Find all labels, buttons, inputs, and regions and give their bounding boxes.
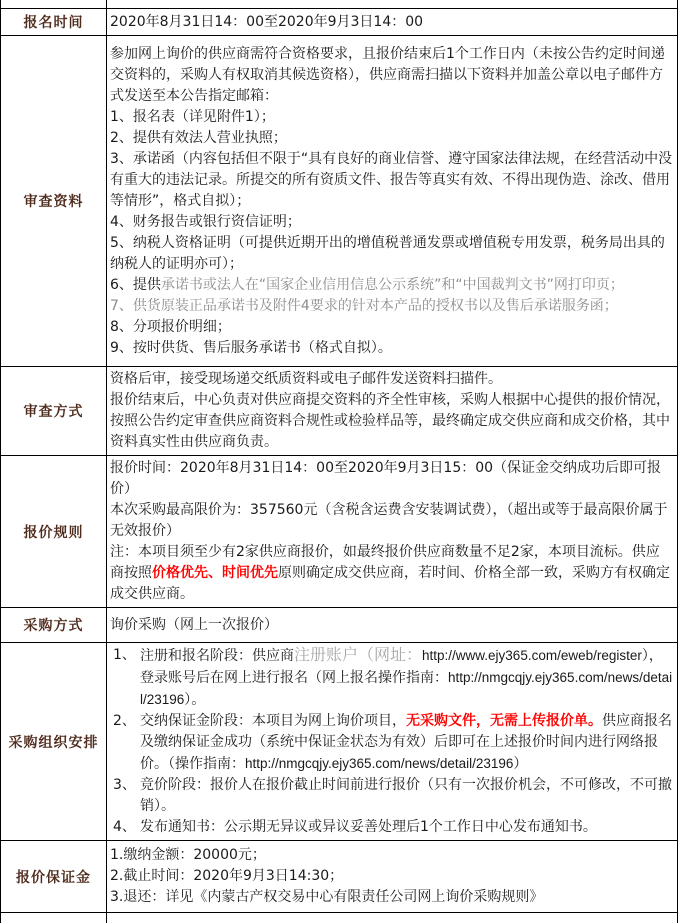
org-item-2 <box>110 711 673 775</box>
org-item-2-text-b: 供应商报名及缴纳保证金成功（系统中保证金状态为有效）后即可在上述报价时间内进行网络报价。（操作指南： <box>140 713 672 772</box>
quote-rules-content <box>107 456 678 608</box>
org-item-3 <box>110 775 673 817</box>
org-item-2-number: 2、 <box>113 711 136 732</box>
price-time-priority-highlight: 价格优先、时间优先 <box>152 565 278 581</box>
signup-guide-url-text: http://nmgcqjy.ejy365.com/news/detail/23196 <box>140 670 672 707</box>
purchase-method-value: 询价采购（网上一次报价） <box>107 608 678 643</box>
row-signup-time <box>1 9 678 36</box>
review-method-para-1: 资格后审，接受现场递交纸质资料或电子邮件发送资料扫描件。 <box>110 369 673 390</box>
org-item-3-text: 竞价阶段：报价人在报价截止时间前进行报价（只有一次报价机会，不可修改，不可撤销）。 <box>140 777 672 814</box>
review-materials-item-1: 1、报名表（详见附件1）； <box>110 107 673 128</box>
org-item-1-text-c: ）。 <box>184 692 205 708</box>
review-materials-item-6 <box>110 275 673 296</box>
register-account-gray-text: 注册账户（网址： <box>294 647 422 664</box>
org-item-3-number: 3、 <box>113 775 136 796</box>
quote-deposit-line-1: 1.缴纳金额：20000元； <box>110 845 673 866</box>
org-item-4 <box>110 817 673 838</box>
partial-row-bottom-content-cell <box>107 913 678 923</box>
row-review-method <box>1 367 678 456</box>
review-method-label: 审查方式 <box>1 367 107 456</box>
quote-deposit-content <box>107 841 678 913</box>
partial-row-top <box>1 0 678 9</box>
org-item-2-text-a: 交纳保证金阶段：本项目为网上询价项目， <box>140 713 406 729</box>
review-materials-intro: 参加网上询价的供应商需符合资格要求，且报价结束后1个工作日内（未按公告约定时间递交资料的，采购人有权取消其候选资格），供应商需扫描以下资料并加盖公章以电子邮件方式发送至本公告指定邮箱： <box>110 44 673 107</box>
quote-rules-label: 报价规则 <box>1 456 107 608</box>
operation-guide-url-text: http://nmgcqjy.ejy365.com/news/detail/23196 <box>245 756 513 771</box>
partial-row-bottom-label-cell <box>1 913 107 923</box>
purchase-method-label: 采购方式 <box>1 608 107 643</box>
review-materials-item-2: 2、提供有效法人营业执照； <box>110 128 673 149</box>
register-url-text: http://www.ejy365.com/eweb/register <box>422 648 642 663</box>
note-tail: 原则确定成交供应商，若时间、价格全部一致，采购方有权确定成交供应商。 <box>110 565 670 602</box>
quote-deposit-line-3: 3.退还：详见《内蒙古产权交易中心有限责任公司网上询价采购规则》 <box>110 887 673 908</box>
review-materials-item-3: 3、承诺函（内容包括但不限于“具有良好的商业信誉、遵守国家法律法规，在经营活动中没有重大的违法记录。所提交的所有资质文件、报告等真实有效、不得出现伪造、涂改、借用等情形”，格式自拟）； <box>110 149 673 212</box>
partial-row-top-content-cell <box>107 0 678 9</box>
review-materials-label: 审查资料 <box>1 36 107 367</box>
org-arrangement-label: 采购组织安排 <box>1 643 107 841</box>
review-method-para-2: 报价结束后，中心负责对供应商提交资料的齐全性审核，采购人根据中心提供的报价情况，按照公告约定审查供应商资料合规性或检验样品等，最终确定成交供应商和成交价格，其中资料真实性由供应商负责。 <box>110 390 673 453</box>
item-6-gray-text: 承诺书或法人在“国家企业信用信息公示系统”和“中国裁判文书”网打印页； <box>161 277 624 293</box>
review-method-content <box>107 367 678 456</box>
org-item-1-text-b: ），登录账号后在网上进行报名（网上报名操作指南： <box>140 648 663 686</box>
note-lead: 注：本项目须至少有2家供应商报价，如最终报价供应商数量不足2家，本项目流标。供应商按照 <box>110 544 660 581</box>
quote-rules-line-2: 本次采购最高限价为：357560元（含税含运费含安装调试费），（超出或等于最高限价属于无效报价） <box>110 500 673 542</box>
row-quote-rules <box>1 456 678 608</box>
partial-row-top-label-cell <box>1 0 107 9</box>
row-org-arrangement <box>1 643 678 841</box>
row-review-materials <box>1 36 678 367</box>
org-item-4-number: 4、 <box>113 817 136 838</box>
org-item-4-text: 发布通知书：公示期无异议或异议妥善处理后1个工作日中心发布通知书。 <box>140 819 597 835</box>
no-document-highlight: 无采购文件，无需上传报价单。 <box>406 713 602 729</box>
org-item-1-text-a: 注册和报名阶段：供应商 <box>140 648 294 664</box>
org-item-2-text-c: ） <box>513 756 527 772</box>
org-arrangement-content <box>107 643 678 841</box>
review-materials-content <box>107 36 678 367</box>
quote-deposit-label: 报价保证金 <box>1 841 107 913</box>
org-item-1-number: 1、 <box>113 645 136 666</box>
org-item-1 <box>110 645 673 711</box>
review-materials-item-5: 5、纳税人资格证明（可提供近期开出的增值税普通发票或增值税专用发票，税务局出具的纳税人的证明亦可）； <box>110 233 673 275</box>
partial-row-bottom <box>1 913 678 923</box>
review-materials-item-7: 7、供货原装正品承诺书及附件4要求的针对本产品的授权书以及售后承诺服务函； <box>110 296 673 317</box>
quote-rules-line-1: 报价时间：2020年8月31日14：00至2020年9月3日15：00（保证金交纳成功后即可报价） <box>110 458 673 500</box>
row-quote-deposit <box>1 841 678 913</box>
signup-time-label: 报名时间 <box>1 9 107 36</box>
quote-rules-note <box>110 542 673 605</box>
review-materials-item-9: 9、按时供货、售后服务承诺书（格式自拟）。 <box>110 338 673 359</box>
review-materials-item-4: 4、财务报告或银行资信证明； <box>110 212 673 233</box>
quote-deposit-line-2: 2.截止时间：2020年9月3日14:30； <box>110 866 673 887</box>
review-materials-item-8: 8、分项报价明细； <box>110 317 673 338</box>
signup-time-value: 2020年8月31日14：00至2020年9月3日14：00 <box>107 9 678 36</box>
item-6-lead: 6、提供 <box>110 277 161 293</box>
row-purchase-method <box>1 608 678 643</box>
